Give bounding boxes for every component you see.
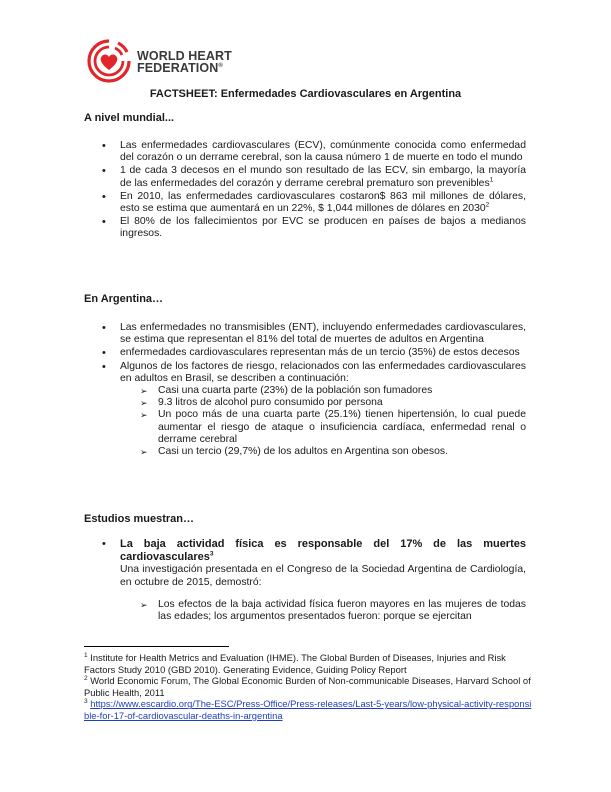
list-item-text: Algunos de los factores de riesgo, relacionados con las enfermedades cardiovasculares en adultos en Brasil, se describen a continuación: <box>120 360 526 384</box>
footnote-number: 3 <box>84 698 88 706</box>
list-item-text: El 80% de los fallecimientos por EVC se producen en países de bajos a medianos ingresos. <box>120 216 526 240</box>
list-item-text: Las enfermedades cardiovasculares (ECV), comúnmente conocida como enfermedad del corazón o un derrame cerebral, son la causa número 1 de muerte en todo el mundo <box>120 140 526 164</box>
list-item <box>84 165 526 189</box>
registered-mark: ® <box>218 62 223 69</box>
footnote-link[interactable]: https://www.escardio.org/The-ESC/Press-Office/Press-releases/Last-5-years/low-physical-activity-responsible-for-17-of-cardiovascular-deaths-in-argentina <box>84 698 532 721</box>
risk-factor-list <box>120 385 526 458</box>
logo-line-2 <box>137 62 232 74</box>
sub-list-item: ➢ Un poco más de una cuarta parte (25.1%) tienen hipertensión, lo cual puede aumentar el riesgo de ataque o insuficiencia cardíaca, enfermedad renal o derrame cerebral <box>138 409 526 446</box>
footnote-text: World Economic Forum, The Global Economic Burden of Non-communicable Diseases, Harvard School of Public Health, 2011 <box>84 675 531 698</box>
footnotes <box>84 652 534 722</box>
footnote-number: 1 <box>84 651 88 659</box>
list-item <box>84 347 526 359</box>
footnote-text: Institute for Health Metrics and Evaluation (IHME). The Global Burden of Diseases, Injuries and Risk Factors Study 2010 (GBD 2010). Generating Evidence, Guiding Policy Report <box>84 652 506 675</box>
sub-list-item: ➢ 9.3 litros de alcohol puro consumido por persona <box>138 397 526 409</box>
list-item <box>84 140 526 164</box>
list-estudios <box>84 538 526 624</box>
footnote-ref: 1 <box>489 176 494 184</box>
list-item-text: En 2010, las enfermedades cardiovasculares costaron$ 863 mil millones de dólares, esto se estima que aumentará en un 22%, $ 1,044 millones de dólares en 2030 <box>120 190 526 215</box>
logo-wordmark <box>137 50 232 74</box>
finding-heading: La baja actividad física es responsable del 17% de las muertes cardiovasculares <box>120 538 526 564</box>
logo-line-2-text: FEDERATION <box>137 61 219 75</box>
list-item <box>84 322 526 346</box>
finding-body: Una investigación presentada en el Congreso de la Sociedad Argentina de Cardiología, en octubre de 2015, demostró: <box>120 564 526 588</box>
list-argentina <box>84 322 526 459</box>
list-mundial <box>84 140 526 242</box>
list-item-text: 1 de cada 3 decesos en el mundo son resultado de las ECV, sin embargo, la mayoría de las enfermedades del corazón y derrame cerebral prematuro son prevenibles <box>120 165 526 189</box>
footnote-ref: 2 <box>485 201 490 209</box>
footnote-separator <box>84 646 229 647</box>
list-item-text: enfermedades cardiovasculares representan más de un tercio (35%) de estos decesos <box>120 347 520 359</box>
footnote-1 <box>84 652 534 675</box>
list-item <box>84 361 526 459</box>
section-heading-estudios: Estudios muestran… <box>84 513 195 525</box>
world-heart-federation-logo <box>86 38 286 82</box>
document-title: FACTSHEET: Enfermedades Cardiovasculares en Argentina <box>149 88 462 100</box>
list-item <box>84 216 526 240</box>
footnote-3 <box>84 698 534 721</box>
sub-list-item: ➢ Los efectos de la baja actividad física fueron mayores en las mujeres de todas las edades; los argumentos presentados fueron: porque se ejercitan <box>138 599 526 623</box>
logo-line-1: WORLD HEART <box>137 49 232 63</box>
section-heading-mundial: A nivel mundial... <box>84 112 175 124</box>
footnote-number: 2 <box>84 675 88 683</box>
finding-sub-list <box>120 599 526 623</box>
list-item <box>84 191 526 215</box>
list-item <box>84 538 526 623</box>
heart-rings-logo-icon <box>86 38 132 84</box>
sub-list-item: ➢ Casi una cuarta parte (23%) de la población son fumadores <box>138 385 526 397</box>
section-heading-argentina: En Argentina… <box>84 293 164 305</box>
footnote-2 <box>84 675 534 698</box>
footnote-ref: 3 <box>209 550 214 558</box>
list-item-text: Las enfermedades no transmisibles (ENT), incluyendo enfermedades cardiovasculares, se estima que representan el 81% del total de muertes de adultos en Argentina <box>120 322 526 346</box>
sub-list-item: ➢ Casi un tercio (29,7%) de los adultos en Argentina son obesos. <box>138 446 526 458</box>
